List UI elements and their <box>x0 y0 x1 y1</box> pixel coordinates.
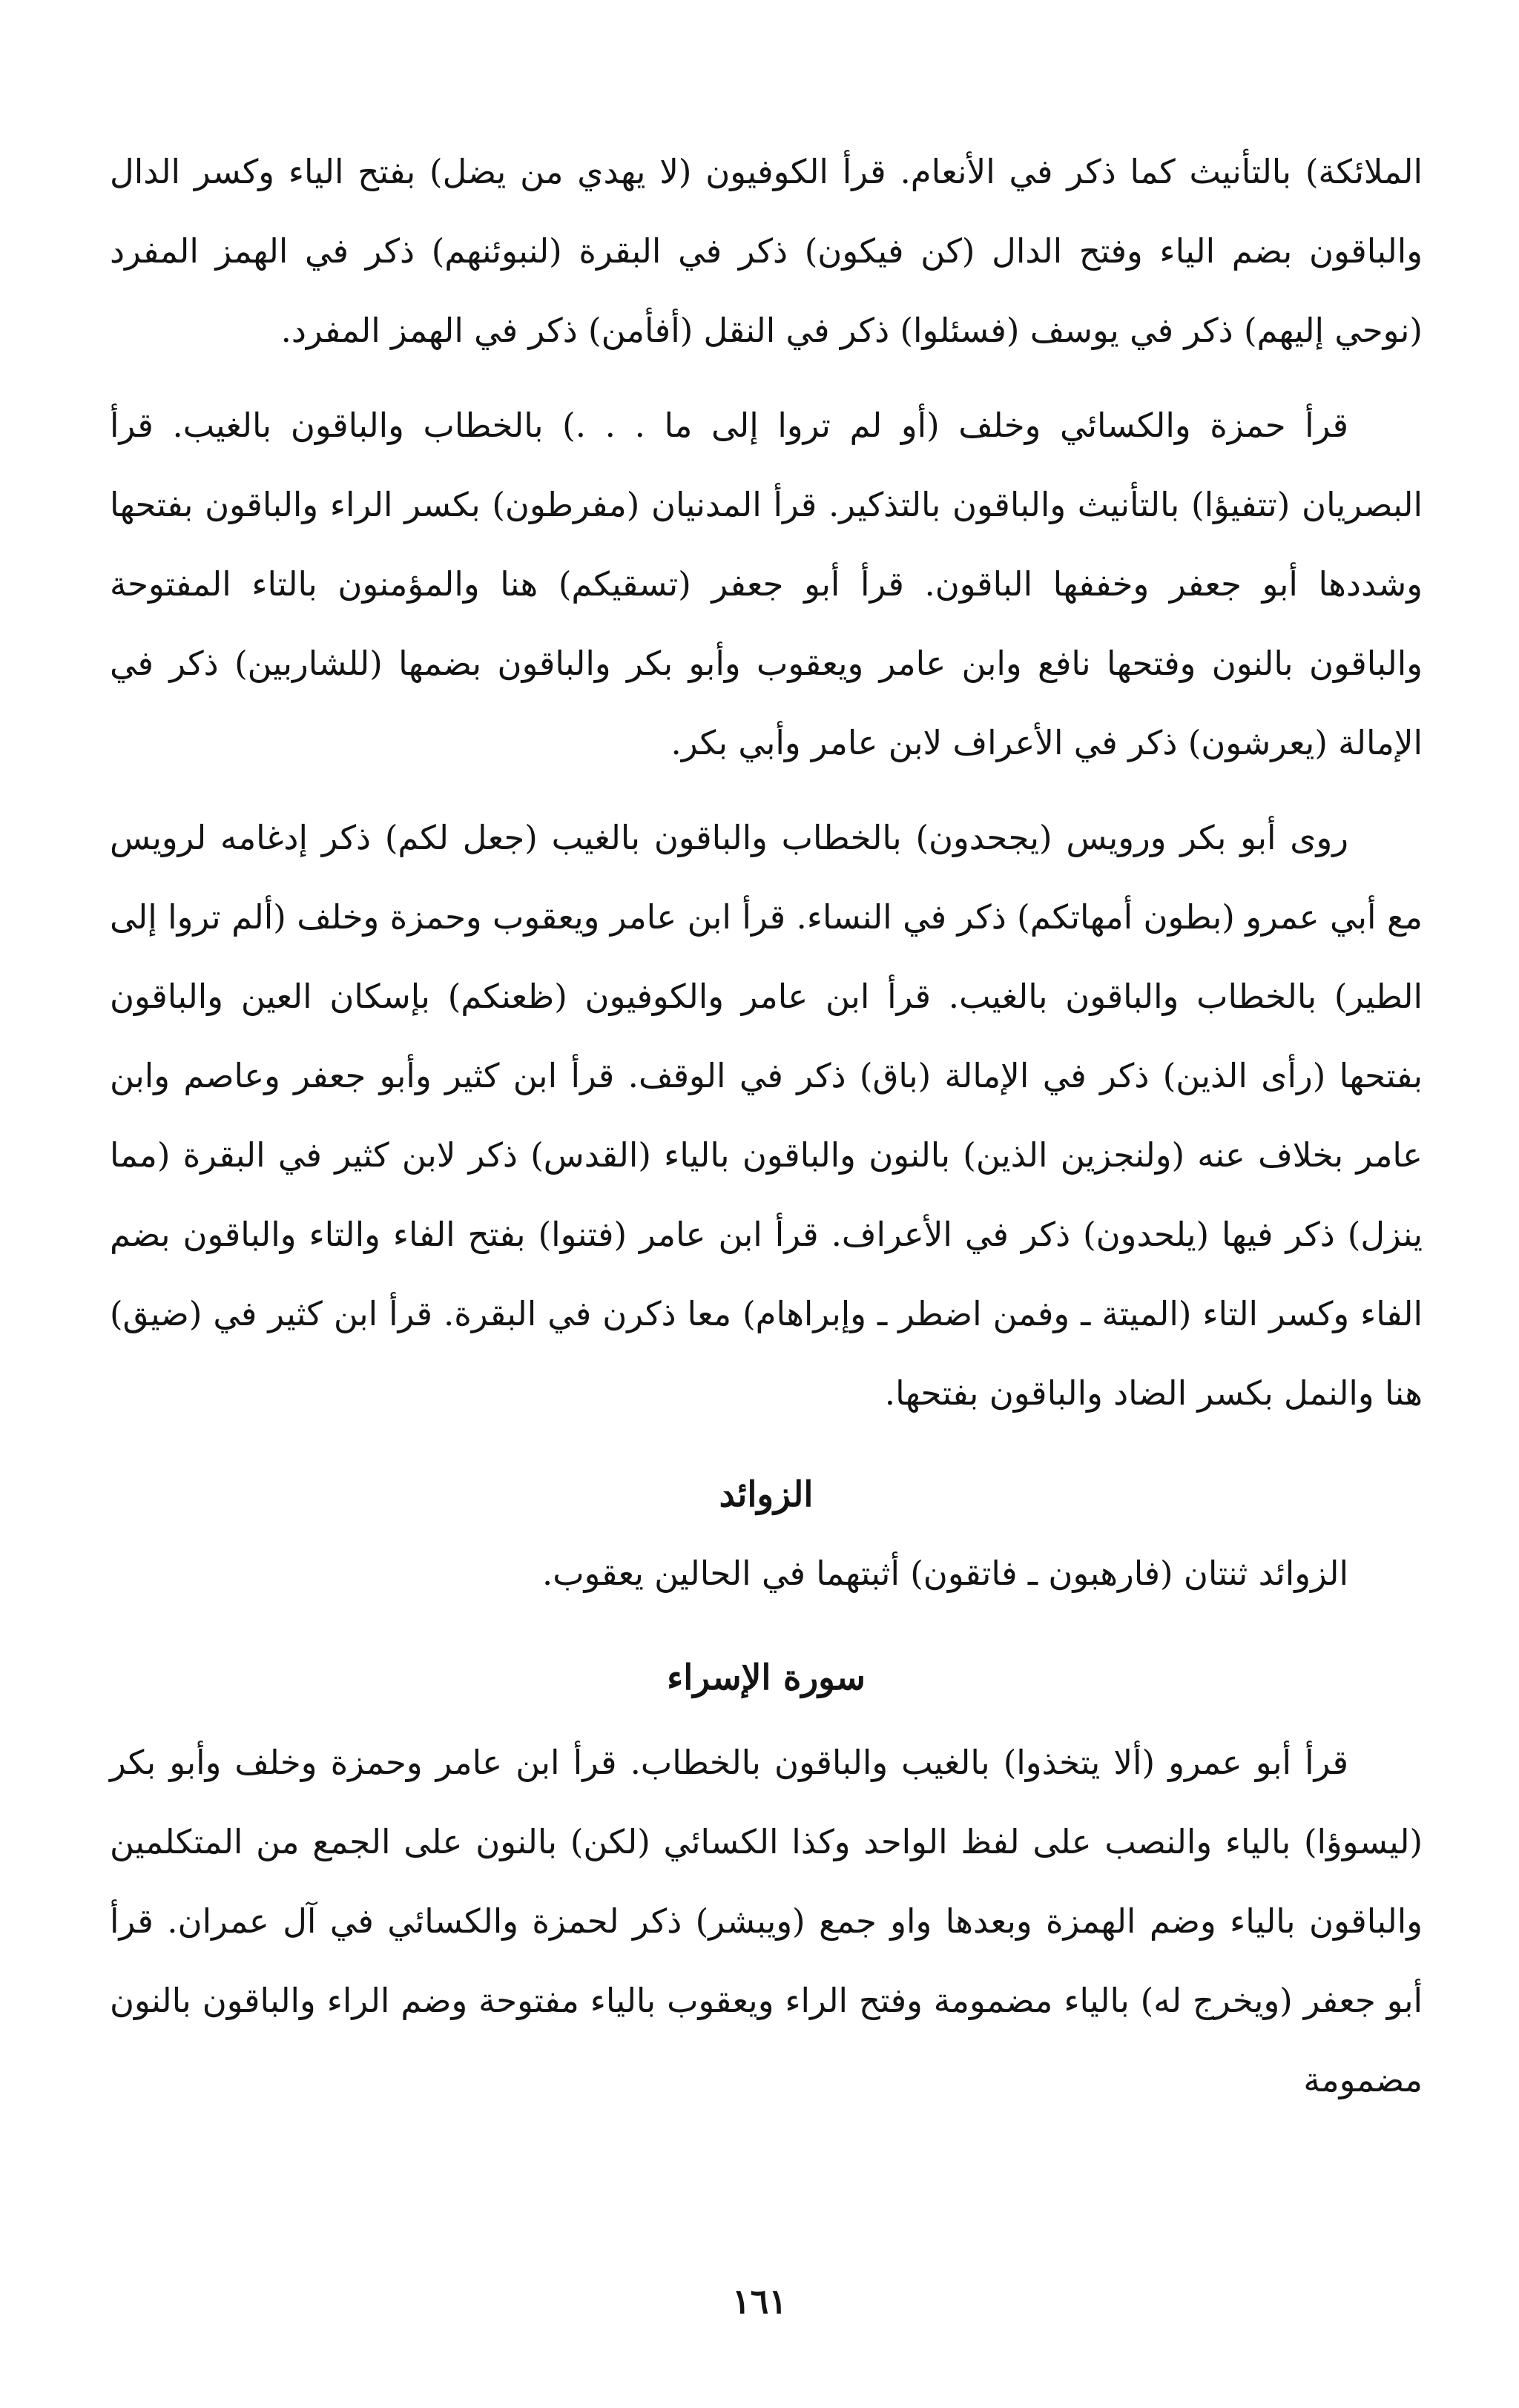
paragraph-3-text: روى أبو بكر ورويس (يجحدون) بالخطاب والباقون بالغيب (جعل لكم) ذكر إدغامه لرويس مع أبي عمرو (بطون أمهاتكم) ذكر في النساء. قرأ ابن عامر ويعقوب وحمزة وخلف (ألم تروا إلى الطير) بالخطاب والباقون بالغيب. قرأ ابن عامر والكوفيون (ظعنكم) بإسكان العين والباقون بفتحها (رأى الذين) ذكر في الإمالة (باق) ذكر في الوقف. قرأ ابن كثير وأبو جعفر وعاصم وابن عامر بخلاف عنه (ولنجزين الذين) بالنون والباقون بالياء (القدس) ذكر لابن كثير في البقرة (مما ينزل) ذكر فيها (يلحدون) ذكر في الأعراف. قرأ ابن عامر (فتنوا) بفتح الفاء والتاء والباقون بضم الفاء وكسر التاء (الميتة ـ وفمن اضطر ـ وإبراهام) معا ذكرن في البقرة. قرأ ابن كثير في (ضيق) هنا والنمل بكسر الضاد والباقون بفتحها. <box>110 818 1423 1413</box>
page-body <box>110 132 1423 2120</box>
section-heading-zawaid: الزوائد <box>719 1474 814 1515</box>
paragraph-2 <box>110 386 1423 782</box>
paragraph-1-text: الملائكة) بالتأنيث كما ذكر في الأنعام. قرأ الكوفيون (لا يهدي من يضل) بفتح الياء وكسر الدال والباقون بضم الياء وفتح الدال (كن فيكون) ذكر في البقرة (لنبوئنهم) ذكر في الهمز المفرد (نوحي إليهم) ذكر في يوسف (فسئلوا) ذكر في النقل (أفأمن) ذكر في الهمز المفرد. <box>110 152 1423 350</box>
surah-paragraph-text: قرأ أبو عمرو (ألا يتخذوا) بالغيب والباقون بالخطاب. قرأ ابن عامر وحمزة وخلف وأبو بكر (ليسوؤا) بالياء والنصب على لفظ الواحد وكذا الكسائي (لكن) بالنون على الجمع من المتكلمين والباقون بالياء وضم الهمزة وبعدها واو جمع (ويبشر) ذكر لحمزة والكسائي في آل عمران. قرأ أبو جعفر (ويخرج له) بالياء مضمومة وفتح الراء ويعقوب بالياء مفتوحة وضم الراء والباقون بالنون مضمومة <box>110 1743 1423 2099</box>
page-number: ١٦١ <box>731 2281 788 2321</box>
zawaid-paragraph-text: الزوائد ثنتان (فارهبون ـ فاتقون) أثبتهما في الحالين يعقوب. <box>541 1554 1348 1593</box>
surah-paragraph <box>110 1723 1423 2120</box>
zawaid-paragraph <box>110 1534 1423 1613</box>
paragraph-2-text: قرأ حمزة والكسائي وخلف (أو لم تروا إلى ما . . .) بالخطاب والباقون بالغيب. قرأ البصريان (تتفيؤا) بالتأنيث والباقون بالتذكير. قرأ المدنيان (مفرطون) بكسر الراء والباقون بفتحها وشددها أبو جعفر وخففها الباقون. قرأ أبو جعفر (تسقيكم) هنا والمؤمنون بالتاء المفتوحة والباقون بالنون وفتحها نافع وابن عامر ويعقوب وأبو بكر والباقون بضمها (للشاربين) ذكر في الإمالة (يعرشون) ذكر في الأعراف لابن عامر وأبي بكر. <box>110 406 1423 762</box>
paragraph-1 <box>110 132 1423 370</box>
surah-heading: سورة الإسراء <box>667 1657 866 1698</box>
paragraph-3 <box>110 798 1423 1433</box>
